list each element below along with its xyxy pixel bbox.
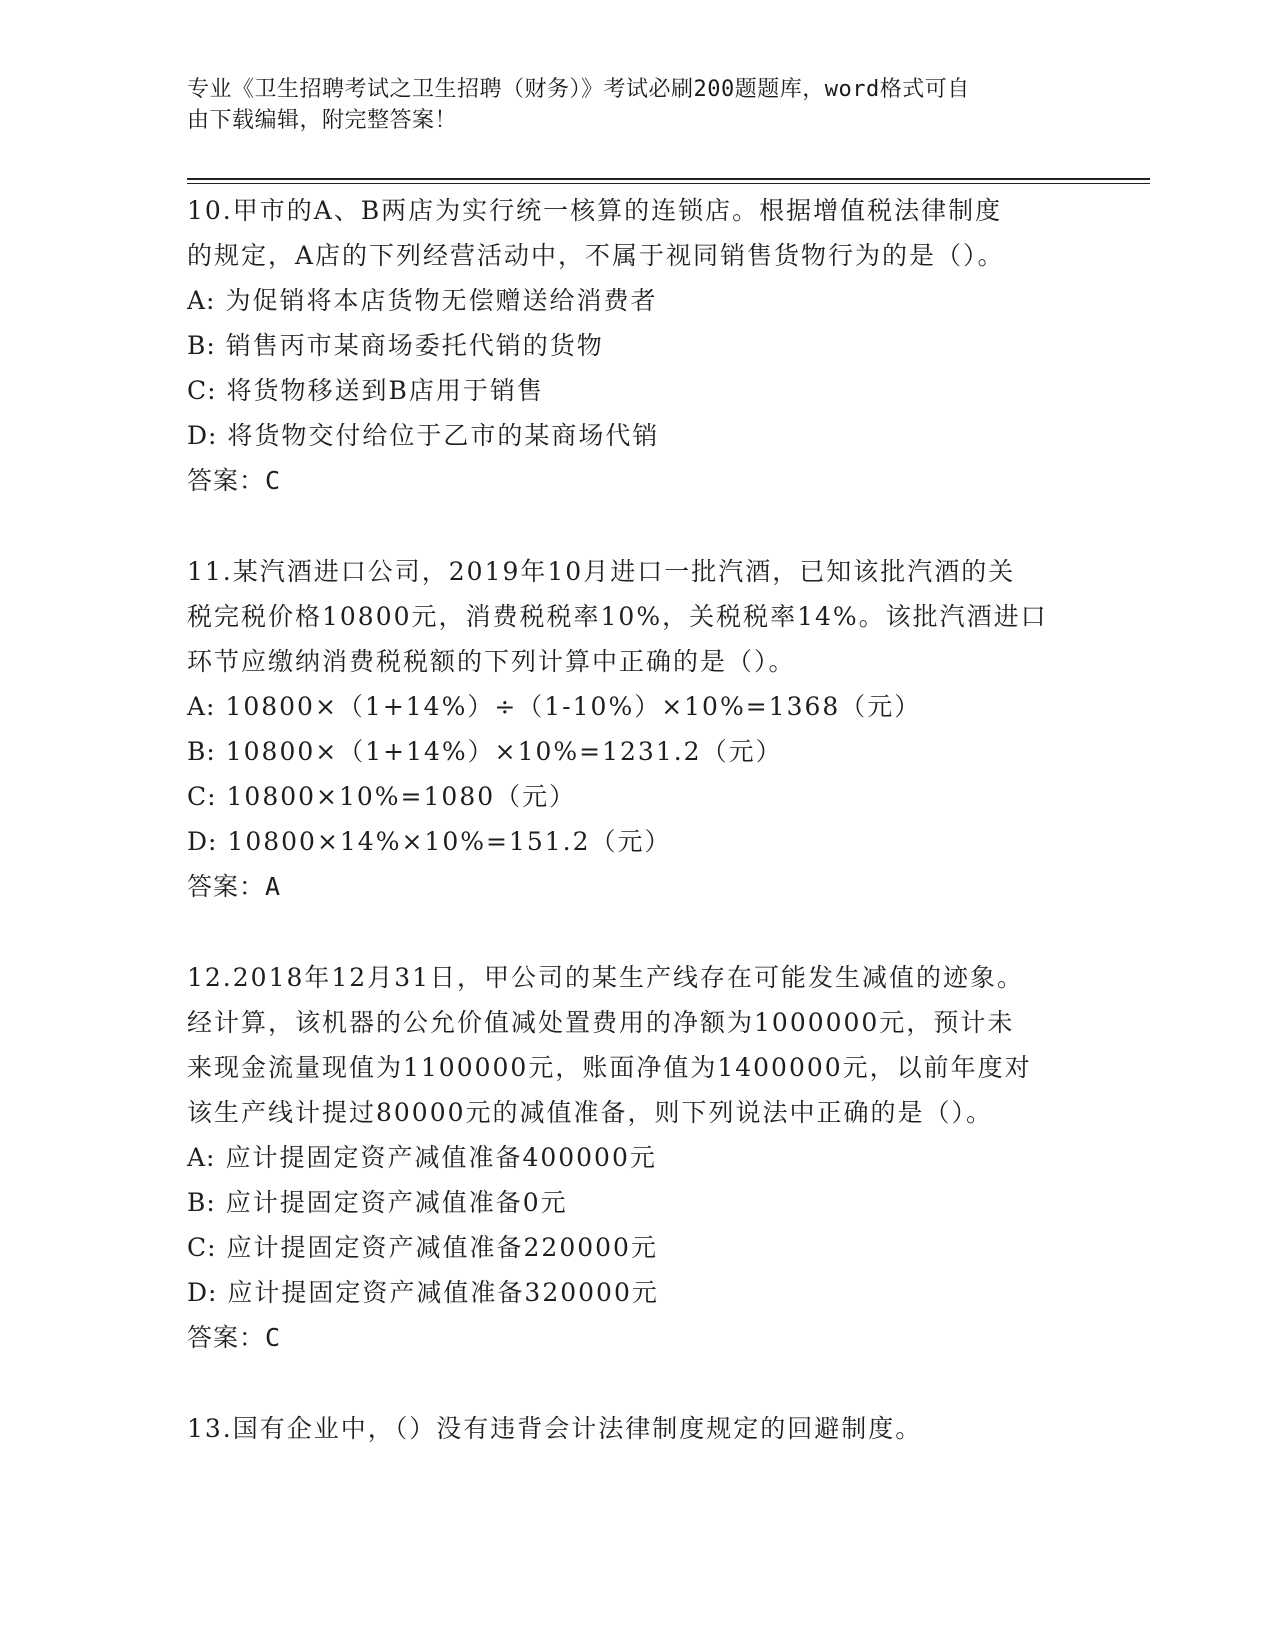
option-letter: C: [187, 782, 217, 811]
option-letter: A: [187, 286, 216, 315]
header-line-2: 由下载编辑，附完整答案！ [187, 108, 458, 133]
answer-key: 答案：C [187, 466, 282, 495]
option-text: 将货物移送到B店用于销售 [226, 376, 544, 405]
question-stem-line: 13.国有企业中，（）没有违背会计法律制度规定的回避制度。 [187, 1414, 923, 1443]
answer-option [187, 1180, 1087, 1225]
option-text: 10800×10%=1080（元） [226, 782, 577, 811]
question-stem-line: 12.2018年12月31日，甲公司的某生产线存在可能发生减值的迹象。 [187, 963, 1025, 992]
answer-option [187, 819, 1087, 864]
answer-option [187, 323, 1087, 368]
option-text: 为促销将本店货物无偿赠送给消费者 [225, 286, 658, 315]
option-text: 10800×14%×10%=151.2（元） [227, 827, 672, 856]
document-header [187, 74, 1067, 136]
question-stem-line: 环节应缴纳消费税税额的下列计算中正确的是（）。 [187, 647, 796, 676]
answer-option [187, 1135, 1087, 1180]
option-letter: C: [187, 376, 217, 405]
answer-option [187, 729, 1087, 774]
option-letter: B: [187, 331, 216, 360]
option-text: 应计提固定资产减值准备220000元 [226, 1233, 658, 1262]
header-divider-thin [187, 183, 1150, 184]
option-text: 10800×（1+14%）÷（1-10%）×10%=1368（元） [225, 692, 922, 721]
header-line-1: 专业《卫生招聘考试之卫生招聘（财务）》考试必刷200题题库，word格式可自 [187, 77, 970, 102]
answer-option [187, 413, 1087, 458]
question-stem-line: 该生产线计提过80000元的减值准备，则下列说法中正确的是（）。 [187, 1098, 994, 1127]
question-stem-line: 经计算，该机器的公允价值减处置费用的净额为1000000元，预计未 [187, 1008, 1015, 1037]
question-stem-line: 10.甲市的A、B两店为实行统一核算的连锁店。根据增值税法律制度 [187, 196, 1003, 225]
option-text: 应计提固定资产减值准备320000元 [227, 1278, 659, 1307]
option-text: 应计提固定资产减值准备0元 [225, 1188, 568, 1217]
option-letter: D: [187, 421, 218, 450]
answer-option [187, 1270, 1087, 1315]
option-text: 将货物交付给位于乙市的某商场代销 [227, 421, 660, 450]
question-list [187, 188, 1087, 1497]
question-stem-line: 税完税价格10800元，消费税税率10%，关税税率14%。该批汽酒进口 [187, 602, 1048, 631]
question-block [187, 955, 1087, 1360]
option-letter: B: [187, 1188, 216, 1217]
question-stem-line: 11.某汽酒进口公司，2019年10月进口一批汽酒，已知该批汽酒的关 [187, 557, 1016, 586]
option-text: 10800×（1+14%）×10%=1231.2（元） [225, 737, 783, 766]
answer-option [187, 368, 1087, 413]
question-block [187, 188, 1087, 503]
option-letter: D: [187, 1278, 218, 1307]
answer-option [187, 774, 1087, 819]
option-letter: A: [187, 1143, 216, 1172]
answer-option [187, 1225, 1087, 1270]
question-block [187, 1406, 1087, 1451]
option-text: 销售丙市某商场委托代销的货物 [225, 331, 604, 360]
option-letter: A: [187, 692, 216, 721]
question-stem-line: 来现金流量现值为1100000元，账面净值为1400000元，以前年度对 [187, 1053, 1032, 1082]
answer-key: 答案：C [187, 1323, 282, 1352]
header-divider-thick [187, 178, 1150, 180]
option-letter: D: [187, 827, 218, 856]
answer-option [187, 684, 1087, 729]
answer-key: 答案：A [187, 872, 282, 901]
answer-option [187, 278, 1087, 323]
option-letter: B: [187, 737, 216, 766]
option-letter: C: [187, 1233, 217, 1262]
option-text: 应计提固定资产减值准备400000元 [225, 1143, 657, 1172]
question-stem-line: 的规定，A店的下列经营活动中，不属于视同销售货物行为的是（）。 [187, 241, 1005, 270]
question-block [187, 549, 1087, 909]
